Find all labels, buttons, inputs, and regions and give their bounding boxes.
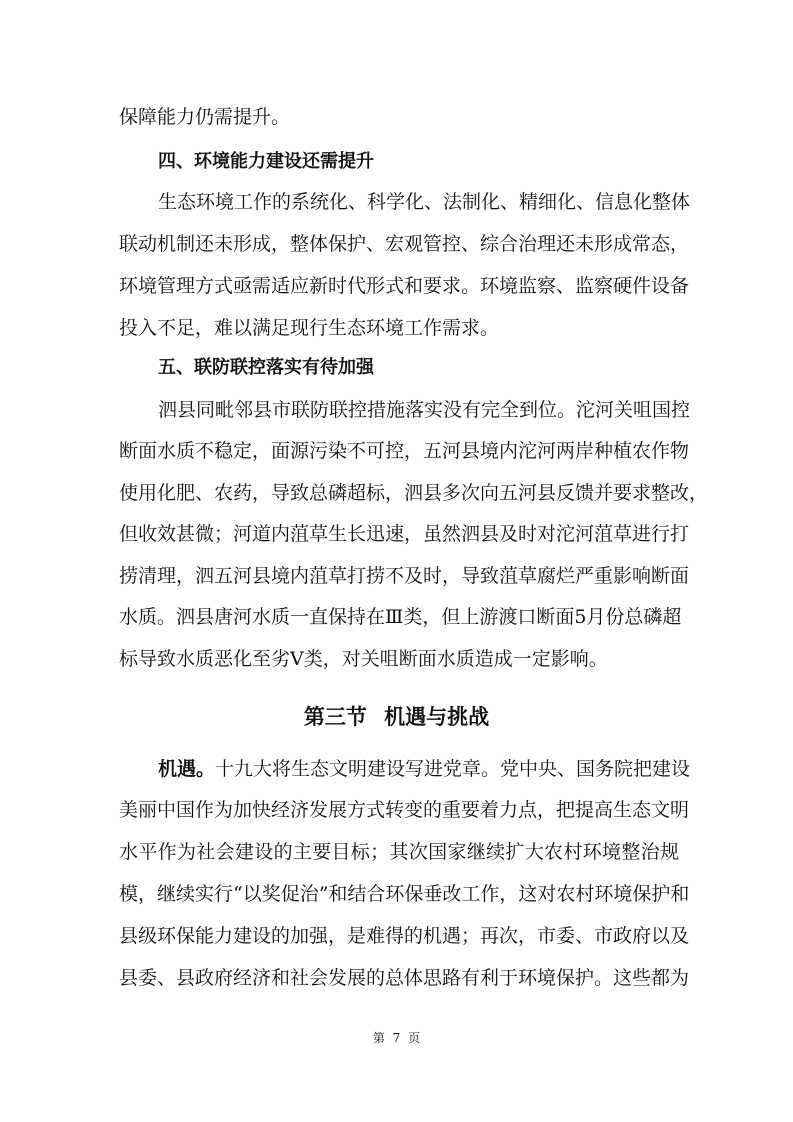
- paragraph-lead: 机遇。: [158, 758, 216, 780]
- page-number: 第 7 页: [372, 1031, 421, 1045]
- paragraph-line: 泗县同毗邻县市联防联控措施落实没有完全到位。沱河关咀国控: [158, 399, 691, 421]
- paragraph-line: 标导致水质恶化至劣Ⅴ类，对关咀断面水质造成一定影响。: [119, 648, 608, 670]
- section-title: 第三节 机遇与挑战: [303, 705, 490, 729]
- paragraph-line: 环境管理方式亟需适应新时代形式和要求。环境监察、监察硬件设备: [119, 275, 690, 297]
- paragraph-line: 但收效甚微；河道内菹草生长迅速，虽然泗县及时对沱河菹草进行打: [119, 523, 690, 545]
- paragraph-line: 模，继续实行“以奖促治”和结合环保垂改工作，这对农村环境保护和: [119, 883, 690, 905]
- paragraph-line: 投入不足，难以满足现行生态环境工作需求。: [119, 317, 500, 339]
- paragraph-text: 十九大将生态文明建设写进党章。党中央、国务院把建设: [215, 758, 691, 780]
- paragraph-line: 保障能力仍需提升。: [119, 106, 291, 128]
- section-heading-5: 五、联防联控落实有待加强: [158, 357, 374, 378]
- paragraph-line: 水平作为社会建设的主要目标；其次国家继续扩大农村环境整治规: [119, 841, 679, 863]
- paragraph-line: 生态环境工作的系统化、科学化、法制化、精细化、信息化整体: [158, 191, 691, 213]
- paragraph-line: 断面水质不稳定，面源污染不可控，五河县境内沱河两岸种植农作物: [119, 440, 690, 462]
- paragraph-line: 美丽中国作为加快经济发展方式转变的重要着力点，把提高生态文明: [119, 799, 690, 821]
- paragraph-line: 使用化肥、农药，导致总磷超标，泗县多次向五河县反馈并要求整改，: [119, 482, 709, 504]
- paragraph-line: 水质。泗县唐河水质一直保持在Ⅲ类，但上游渡口断面5月份总磷超: [119, 606, 682, 628]
- paragraph-line: 县级环保能力建设的加强，是难得的机遇；再次，市委、市政府以及: [119, 925, 690, 947]
- paragraph-line: [158, 757, 691, 781]
- paragraph-line: 联动机制还未形成，整体保护、宏观管控、综合治理还未形成常态，: [119, 233, 690, 255]
- paragraph-line: 县委、县政府经济和社会发展的总体思路有利于环境保护。这些都为: [119, 967, 690, 989]
- paragraph-line: 捞清理，泗五河县境内菹草打捞不及时，导致菹草腐烂严重影响断面: [119, 565, 690, 587]
- section-heading-4: 四、环境能力建设还需提升: [158, 151, 374, 172]
